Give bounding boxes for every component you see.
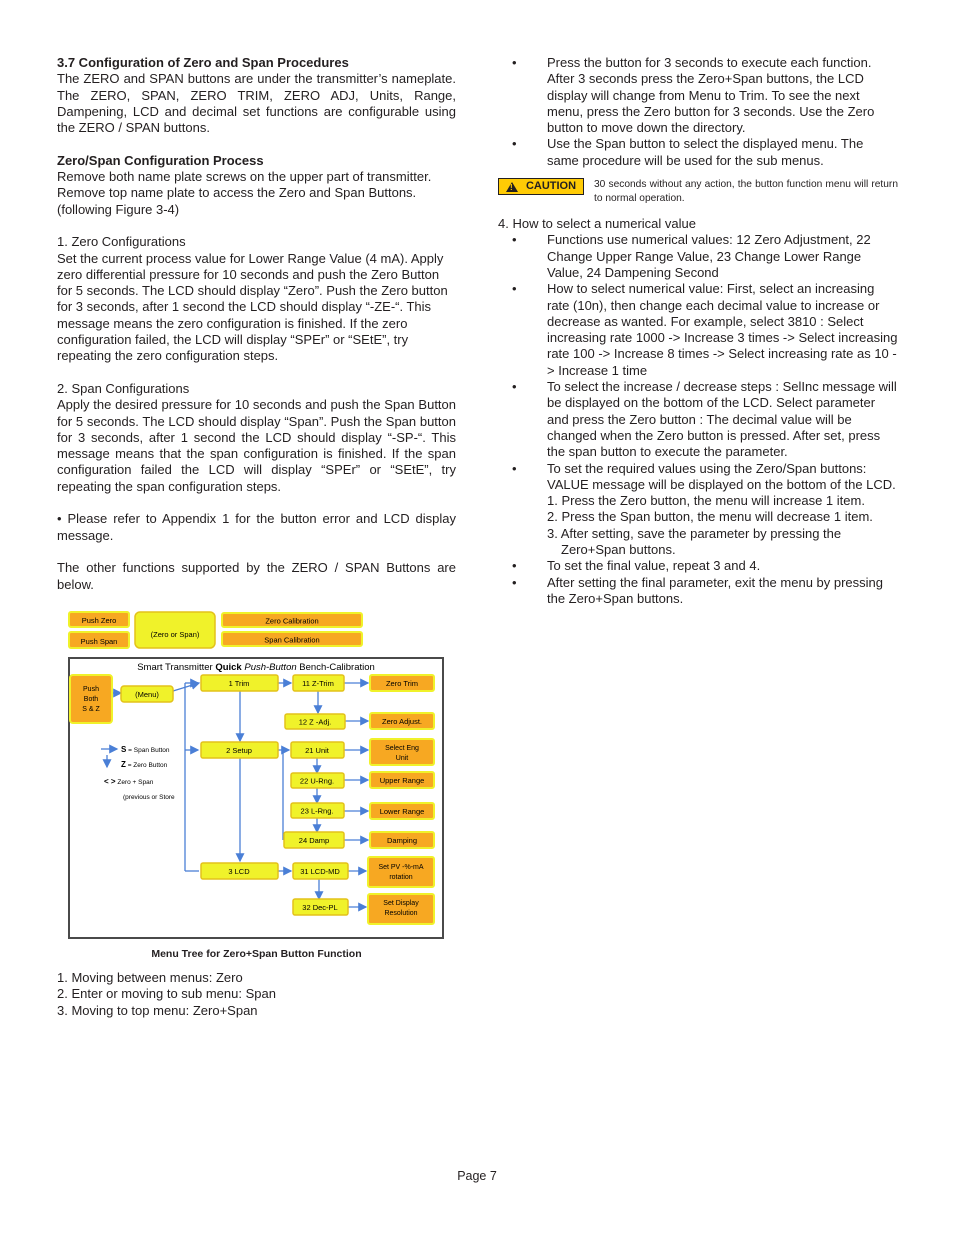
- bullet-item: • Press the button for 3 seconds to execute each function. After 3 seconds press the Zero+Span buttons, the LCD display will change from Menu to Trim. To see the next menu, press the Zero button for 3 seconds. Use the Zero button to move down the directory.: [512, 55, 875, 136]
- svg-text:(previous or Store: (previous or Store: [123, 794, 175, 801]
- push-both-box: [70, 675, 112, 723]
- svg-text:3 LCD: 3 LCD: [228, 867, 250, 876]
- legend-span-calibration: [222, 632, 362, 646]
- svg-text:32 Dec-PL: 32 Dec-PL: [302, 903, 338, 912]
- svg-text:Span Calibration: Span Calibration: [264, 635, 320, 645]
- legend-zero-or-span: [135, 612, 215, 648]
- svg-text:21 Unit: 21 Unit: [305, 746, 329, 755]
- lower-range-box: [370, 803, 434, 819]
- svg-text:Upper Range: Upper Range: [379, 776, 425, 785]
- svg-text:12 Z -Adj.: 12 Z -Adj.: [298, 717, 332, 727]
- dec-pl-box: [293, 899, 348, 915]
- bullet-item: • To set the required values using the Zero/Span buttons: VALUE message will be displayed on the bottom of the LCD.: [512, 460, 896, 492]
- svg-text:S = Span Button: S = Span Button: [121, 745, 170, 754]
- section-heading: 3.7 Configuration of Zero and Span Procedures: [57, 55, 349, 70]
- svg-text:Push Zero: Push Zero: [81, 616, 117, 625]
- legend-push-span: [69, 632, 129, 648]
- legend-push-zero: [69, 612, 129, 627]
- svg-text:< > Zero + Span: < > Zero + Span: [104, 777, 154, 786]
- bullet-item: • Functions use numerical values: 12 Zero Adjustment, 22 Change Upper Range Value, 23 Change Lower Range Value, 24 Dampening Second: [512, 232, 871, 280]
- svg-text:31 LCD-MD: 31 LCD-MD: [300, 867, 340, 876]
- svg-text:Resolution: Resolution: [384, 910, 418, 917]
- figure-caption: Menu Tree for Zero+Span Button Function: [151, 948, 362, 960]
- svg-text:Both: Both: [83, 696, 99, 703]
- select-eng-unit-box: [370, 739, 434, 765]
- svg-text:23 L-Rng.: 23 L-Rng.: [300, 806, 334, 816]
- svg-text:Damping: Damping: [386, 836, 418, 845]
- l-rng-box: [291, 803, 344, 818]
- span-paragraph: Apply the desired pressure for 10 seconds and push the Span Button for 5 seconds. The LCD should display “Span”. Push the Span button for 3 seconds, after 1 second the LCD should display “-SP-“. This message means that the span configuration is finished. If the span configuration failed the LCD will display “SPEr” or “SEtE”, try repeating the span configuration steps.: [57, 397, 456, 494]
- bullet-item: • To select the increase / decrease steps : SelInc message will be displayed on the bottom of the LCD. Select parameter and press the Zero button : The decimal value will be changed when the Zero button is pressed. After set, press the span button to execute the parameter.: [512, 379, 897, 460]
- svg-text:Zero Trim: Zero Trim: [385, 679, 419, 688]
- moves-item: 2. Enter or moving to sub menu: Span: [57, 986, 276, 1002]
- svg-text:Zero Calibration: Zero Calibration: [265, 616, 319, 626]
- right-column: [498, 55, 898, 607]
- svg-text:(Zero or Span): (Zero or Span): [150, 630, 200, 639]
- trim-box: [201, 675, 278, 691]
- svg-text:Unit: Unit: [395, 755, 409, 762]
- svg-text:Zero Adjust.: Zero Adjust.: [381, 717, 423, 726]
- svg-text:Z = Zero Button: Z = Zero Button: [121, 760, 168, 769]
- menu-tree-diagram: [57, 603, 456, 943]
- svg-text:11 Z-Trim: 11 Z-Trim: [302, 679, 334, 688]
- span-heading: 2. Span Configurations: [57, 380, 190, 396]
- diagram-title: Smart Transmitter Quick Push-Button Bench-Calibration: [137, 662, 375, 673]
- svg-text:(Menu): (Menu): [135, 690, 159, 699]
- intro-paragraph: The ZERO and SPAN buttons are under the transmitter’s nameplate. The ZERO, SPAN, ZERO TRIM, ZERO ADJ, Units, Range, Dampening, LCD and decimal set functions are configurable using the ZERO / SPAN buttons.: [57, 71, 456, 136]
- damp-box: [284, 832, 344, 848]
- damping-box: [370, 832, 434, 848]
- menu-box: [121, 686, 173, 702]
- svg-text:22 U-Rng.: 22 U-Rng.: [299, 776, 335, 786]
- svg-text:Set PV -%-mA: Set PV -%-mA: [378, 864, 424, 871]
- svg-text:Set Display: Set Display: [383, 900, 419, 907]
- left-column: [57, 55, 456, 593]
- u-rng-box: [291, 773, 344, 788]
- bullet-item: • Use the Span button to select the displayed menu. The same procedure will be used for the sub menus.: [512, 136, 864, 168]
- caution-text: 30 seconds without any action, the button function menu will return to normal operation.: [594, 179, 898, 205]
- moves-item: 1. Moving between menus: Zero: [57, 970, 243, 985]
- setup-box: [201, 742, 278, 758]
- bullet-item: • To set the final value, repeat 3 and 4.: [512, 558, 761, 574]
- sub-step: 3. After setting, save the parameter by pressing the Zero+Span buttons.: [547, 525, 842, 558]
- unit-box: [291, 742, 344, 758]
- zero-heading: 1. Zero Configurations: [57, 234, 186, 250]
- z-trim-box: [293, 675, 344, 691]
- set-pv-box: [368, 857, 434, 887]
- process-paragraph: Remove both name plate screws on the upper part of transmitter. Remove top name plate to access the Zero and Span Buttons. (following Figure 3-4): [57, 169, 432, 217]
- z-adj-box: [285, 714, 345, 729]
- lcd-md-box: [293, 863, 348, 879]
- appendix-note: • Please refer to Appendix 1 for the button error and LCD display message.: [57, 511, 456, 543]
- sub-step: 1. Press the Zero button, the menu will increase 1 item.: [547, 493, 865, 509]
- process-heading: Zero/Span Configuration Process: [57, 152, 264, 168]
- bullet-item: • How to select numerical value: First, select an increasing rate (10n), then change each decimal value to increase or decrease as wanted. For example, select 3810 : Select increasing rate 1000 -> Increase 3 times -> Select increasing rate 100 -> Increase 8 times -> Select increasing rate as 10 -> Increase 1 time: [512, 281, 898, 378]
- svg-text:rotation: rotation: [389, 874, 413, 881]
- warning-icon: !: [506, 182, 518, 192]
- bullet-item: • After setting the final parameter, exit the menu by pressing the Zero+Span buttons.: [512, 574, 884, 606]
- page-number: Page 7: [457, 1169, 497, 1183]
- legend-zero-calibration: [222, 613, 362, 627]
- svg-text:Push: Push: [83, 686, 99, 693]
- svg-text:1 Trim: 1 Trim: [228, 679, 250, 688]
- svg-text:2 Setup: 2 Setup: [226, 746, 252, 755]
- numeric-heading: 4. How to select a numerical value: [498, 216, 696, 232]
- sub-step: 2. Press the Span button, the menu will decrease 1 item.: [547, 509, 873, 525]
- zero-paragraph: Set the current process value for Lower Range Value (4 mA). Apply zero differential pressure for 10 seconds and push the Zero Button for 5 seconds. The LCD should display “Zero”. Push the Zero button for 3 seconds, after 1 second the LCD should display “-ZE-“. This message means the zero configuration is finished. If the zero configuration failed, the LCD will display “SPEr” or “SEtE”, try repeating the zero configuration steps.: [57, 250, 448, 364]
- svg-text:Lower Range: Lower Range: [379, 807, 425, 816]
- svg-text:24 Damp: 24 Damp: [298, 836, 330, 845]
- moves-item: 3. Moving to top menu: Zero+Span: [57, 1002, 258, 1018]
- svg-text:Select Eng: Select Eng: [385, 745, 419, 752]
- caution-badge: ! CAUTION: [498, 178, 584, 195]
- other-functions-paragraph: The other functions supported by the ZERO / SPAN Buttons are below.: [57, 560, 456, 592]
- caution-box: [498, 178, 898, 206]
- svg-text:Push Span: Push Span: [80, 637, 118, 646]
- svg-text:S & Z: S & Z: [82, 706, 100, 713]
- moves-list: [57, 970, 456, 1019]
- upper-range-box: [370, 772, 434, 788]
- zero-adjust-box: [370, 713, 434, 729]
- set-display-box: [368, 894, 434, 924]
- zero-trim-box: [370, 675, 434, 691]
- lcd-box: [201, 863, 278, 879]
